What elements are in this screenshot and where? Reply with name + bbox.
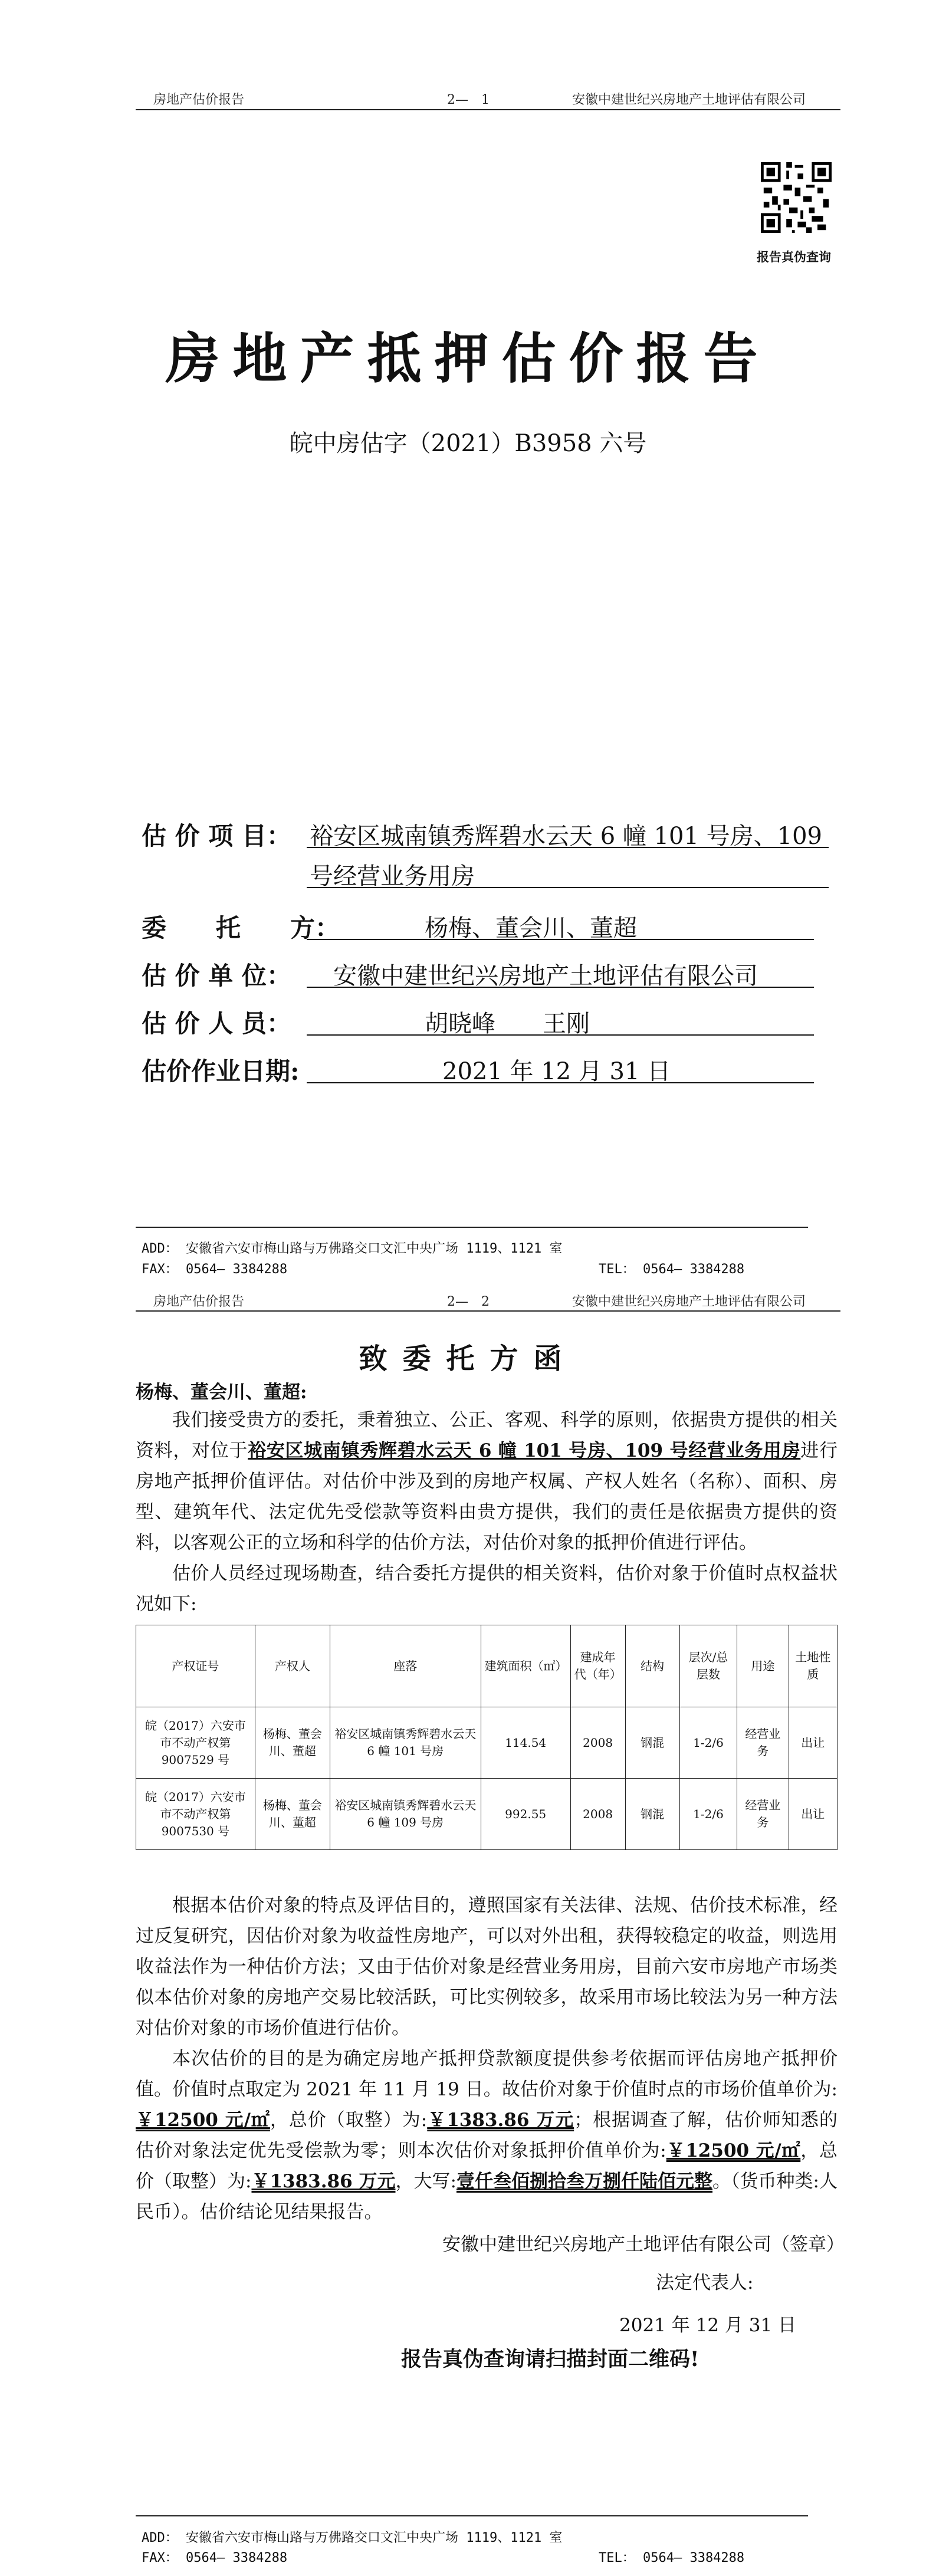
table-header-row	[136, 1625, 838, 1707]
cell-land: 出让	[789, 1779, 837, 1850]
client-value: 杨梅、董会川、董超	[425, 915, 637, 942]
letter-paragraph-2: 估价人员经过现场勘查，结合委托方提供的相关资料，估价对象于价值时点权益状况如下:	[136, 1563, 838, 1615]
letter-salutation: 杨梅、董会川、董超:	[136, 1382, 307, 1403]
col-floors: 层次/总层数	[679, 1625, 737, 1707]
page2-header-rule	[136, 1310, 840, 1312]
page1-footer-address: ADD： 安徽省六安市梅山路与万佛路交口文汇中央广场 1119、1121 室	[142, 1241, 563, 1256]
total-price: ￥1383.86 万元	[427, 2110, 574, 2131]
date-label: 估价作业日期:	[142, 1057, 300, 1086]
unit-price: ￥12500 元/㎡	[136, 2110, 270, 2131]
page1-header-rule	[136, 109, 840, 110]
table-row	[136, 1779, 838, 1850]
staff-label: 估 价 人 员：	[142, 1009, 291, 1038]
page2-footer-tel: TEL： 0564— 3384288	[599, 2551, 745, 2565]
cell-usage: 经营业务	[737, 1707, 789, 1779]
cell-location: 裕安区城南镇秀辉碧水云天 6 幢 109 号房	[330, 1779, 481, 1850]
letter-paragraph-3: 根据本估价对象的特点及评估目的，遵照国家有关法律、法规、估价技术标准，经过反复研究，因估价对象为收益性房地产，可以对外出租，获得较稳定的收益，则选用收益法作为一种估价方法；又由于估价对象是经营业务用房，目前六安市房地产市场类似本估价对象的房地产交易比较活跃，可比实例较多，故采用市场比较法为另一种方法对估价对象的市场价值进行估价。	[136, 1895, 838, 2039]
cell-location: 裕安区城南镇秀辉碧水云天 6 幢 101 号房	[330, 1707, 481, 1779]
appraiser-value: 安徽中建世纪兴房地产土地评估有限公司	[333, 962, 758, 990]
project-label: 估 价 项 目：	[142, 822, 291, 850]
col-usage: 用途	[737, 1625, 789, 1707]
date-value: 2021 年 12 月 31 日	[442, 1058, 671, 1085]
cell-year: 2008	[570, 1779, 625, 1850]
appraiser-label: 估 价 单 位：	[142, 961, 291, 990]
letter-paragraph-1: 我们接受贵方的委托，秉着独立、公正、客观、科学的原则，依据贵方提供的相关资料，对位于裕安区城南镇秀辉碧水云天 6 幢 101 号房、109 号经营业务用房进行房地产抵押价值评估。对估价中涉及到的房地产权属、产权人姓名（名称）、面积、房型、建筑年代、法定优先受偿款等资料由贵方提供，我们的责任是依据贵方提供的资料，以客观公正的立场和科学的估价方法，对估价对象的抵押价值进行评估。	[136, 1409, 838, 1553]
col-year: 建成年代（年）	[570, 1625, 625, 1707]
report-title: 房地产抵押估价报告	[165, 327, 771, 390]
letter-date: 2021 年 12 月 31 日	[619, 2315, 797, 2336]
letter-title: 致委托方函	[359, 1342, 577, 1375]
page2-header-page: 2— 2	[447, 1294, 490, 1309]
col-cert: 产权证号	[136, 1625, 255, 1707]
cell-floors: 1-2/6	[679, 1707, 737, 1779]
cell-area: 114.54	[481, 1707, 570, 1779]
cell-year: 2008	[570, 1707, 625, 1779]
cell-owner: 杨梅、董会川、董超	[255, 1707, 330, 1779]
cell-usage: 经营业务	[737, 1779, 789, 1850]
col-land: 土地性质	[789, 1625, 837, 1707]
page1-header-right: 安徽中建世纪兴房地产土地评估有限公司	[572, 93, 806, 107]
mortgage-total-price: ￥1383.86 万元	[251, 2171, 396, 2192]
date-underline	[307, 1082, 814, 1083]
page1-footer-fax: FAX： 0564— 3384288	[142, 1262, 288, 1277]
project-value-line1: 裕安区城南镇秀辉碧水云天 6 幢 101 号房、109	[310, 823, 823, 850]
client-label: 委 托 方：	[142, 914, 340, 942]
letter-paragraph-4: 本次估价的目的是为确定房地产抵押贷款额度提供参考依据而评估房地产抵押价值。价值时点取定为 2021 年 11 月 19 日。故估价对象于价值时点的市场价值单价为:￥12500 元/㎡，总价（取整）为:￥1383.86 万元；根据调查了解，估价师知悉的估价对象法定优先受偿款为零；则本次估价对象抵押价值单价为:￥12500 元/㎡，总价（取整）为:￥1383.86 万元，大写:壹仟叁佰捌拾叁万捌仟陆佰元整。（货币种类:人民币）。估价结论见结果报告。	[136, 2048, 838, 2223]
cell-owner: 杨梅、董会川、董超	[255, 1779, 330, 1850]
staff-value: 胡晓峰 王刚	[425, 1010, 590, 1037]
total-price-uppercase: 壹仟叁佰捌拾叁万捌仟陆佰元整	[456, 2171, 713, 2192]
table-row	[136, 1707, 838, 1779]
page2-footer-rule	[136, 2515, 808, 2516]
cell-structure: 钢混	[625, 1707, 679, 1779]
page1-header-left: 房地产估价报告	[153, 93, 245, 107]
staff-underline	[307, 1034, 814, 1036]
col-structure: 结构	[625, 1625, 679, 1707]
cell-cert: 皖（2017）六安市市不动产权第 9007529 号	[136, 1707, 255, 1779]
page1-header-page: 2— 1	[447, 93, 490, 107]
page2-header-right: 安徽中建世纪兴房地产土地评估有限公司	[572, 1294, 806, 1309]
verify-notice: 报告真伪查询请扫描封面二维码!	[401, 2347, 699, 2371]
qr-caption: 报告真伪查询	[757, 249, 831, 264]
cell-floors: 1-2/6	[679, 1779, 737, 1850]
report-number: 皖中房估字（2021）B3958 六号	[289, 430, 647, 457]
client-underline	[307, 939, 814, 940]
property-table	[136, 1625, 838, 1850]
cell-land: 出让	[789, 1707, 837, 1779]
qr-code-icon	[761, 162, 832, 233]
project-underline-2	[307, 887, 829, 888]
project-underline-1	[307, 847, 829, 848]
col-location: 座落	[330, 1625, 481, 1707]
property-address-highlight: 裕安区城南镇秀辉碧水云天 6 幢 101 号房、109 号经营业务用房	[248, 1440, 801, 1461]
cell-structure: 钢混	[625, 1779, 679, 1850]
company-signature: 安徽中建世纪兴房地产土地评估有限公司（签章）	[442, 2234, 845, 2255]
page2-header-left: 房地产估价报告	[153, 1294, 245, 1309]
cell-area: 992.55	[481, 1779, 570, 1850]
page2-footer-address: ADD： 安徽省六安市梅山路与万佛路交口文汇中央广场 1119、1121 室	[142, 2531, 563, 2545]
appraiser-underline	[307, 987, 814, 988]
col-owner: 产权人	[255, 1625, 330, 1707]
page1-footer-rule	[136, 1227, 808, 1228]
page2-footer-fax: FAX： 0564— 3384288	[142, 2551, 288, 2565]
project-value-line2: 号经营业务用房	[310, 863, 475, 890]
legal-representative: 法定代表人:	[656, 2272, 754, 2294]
mortgage-unit-price: ￥12500 元/㎡	[666, 2140, 801, 2161]
col-area: 建筑面积（㎡）	[481, 1625, 570, 1707]
page1-footer-tel: TEL： 0564— 3384288	[599, 1262, 745, 1277]
cell-cert: 皖（2017）六安市市不动产权第 9007530 号	[136, 1779, 255, 1850]
